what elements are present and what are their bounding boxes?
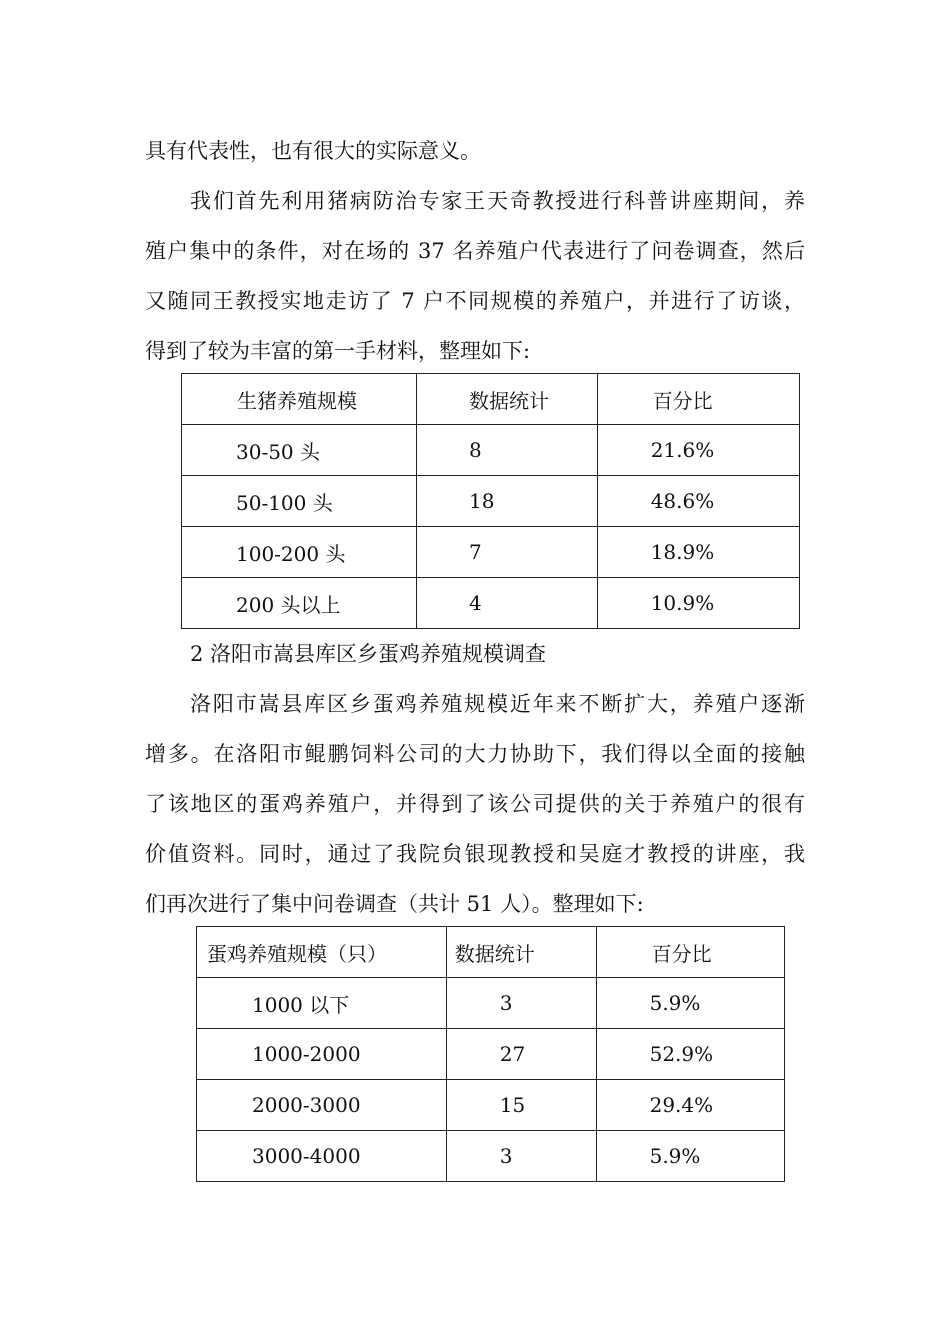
table-row <box>197 978 785 1029</box>
table-cell: 48.6% <box>597 476 799 527</box>
paragraph-line: 增多。在洛阳市鲲鹏饲料公司的大力协助下，我们得以全面的接触 <box>145 742 805 766</box>
hen-scale-table <box>196 926 785 1182</box>
table-cell: 8 <box>417 425 598 476</box>
table-cell: 50-100 头 <box>182 476 417 527</box>
table-header-cell: 百分比 <box>596 927 784 978</box>
table-cell: 4 <box>417 578 598 629</box>
paragraph-line: 洛阳市嵩县库区乡蛋鸡养殖规模近年来不断扩大，养殖户逐渐 <box>190 692 805 716</box>
table-row <box>182 476 800 527</box>
paragraph-line: 又随同王教授实地走访了 7 户不同规模的养殖户，并进行了访谈， <box>145 289 805 313</box>
table-header-row <box>197 927 785 978</box>
table-cell: 5.9% <box>596 1131 784 1182</box>
table-cell: 15 <box>446 1080 596 1131</box>
table-row <box>197 1131 785 1182</box>
table-cell: 200 头以上 <box>182 578 417 629</box>
table-row <box>197 1029 785 1080</box>
table-row <box>182 425 800 476</box>
table-header-cell: 数据统计 <box>446 927 596 978</box>
table-header-cell: 百分比 <box>597 374 799 425</box>
paragraph-line: 我们首先利用猪病防治专家王天奇教授进行科普讲座期间，养 <box>190 189 805 213</box>
section-heading: 2 洛阳市嵩县库区乡蛋鸡养殖规模调查 <box>190 642 547 666</box>
paragraph-line: 了该地区的蛋鸡养殖户，并得到了该公司提供的关于养殖户的很有 <box>145 792 805 816</box>
table-cell: 21.6% <box>597 425 799 476</box>
table-cell: 1000-2000 <box>197 1029 447 1080</box>
table-cell: 3 <box>446 1131 596 1182</box>
table-cell: 30-50 头 <box>182 425 417 476</box>
paragraph-line: 具有代表性，也有很大的实际意义。 <box>145 139 481 163</box>
table-header-cell: 数据统计 <box>417 374 598 425</box>
table-cell: 3000-4000 <box>197 1131 447 1182</box>
paragraph-line: 们再次进行了集中问卷调查（共计 51 人）。整理如下: <box>145 892 644 916</box>
table-header-row <box>182 374 800 425</box>
table-row <box>182 527 800 578</box>
table-row <box>182 578 800 629</box>
paragraph-line: 得到了较为丰富的第一手材料，整理如下: <box>145 339 531 363</box>
table-cell: 27 <box>446 1029 596 1080</box>
table-cell: 18.9% <box>597 527 799 578</box>
table-header-cell: 生猪养殖规模 <box>182 374 417 425</box>
table-cell: 18 <box>417 476 598 527</box>
table-cell: 5.9% <box>596 978 784 1029</box>
table-cell: 29.4% <box>596 1080 784 1131</box>
pig-scale-table <box>181 373 800 629</box>
table-cell: 10.9% <box>597 578 799 629</box>
table-header-cell: 蛋鸡养殖规模（只） <box>197 927 447 978</box>
table-cell: 7 <box>417 527 598 578</box>
table-cell: 2000-3000 <box>197 1080 447 1131</box>
table-cell: 1000 以下 <box>197 978 447 1029</box>
table-cell: 100-200 头 <box>182 527 417 578</box>
table-cell: 52.9% <box>596 1029 784 1080</box>
paragraph-line: 价值资料。同时，通过了我院贠银现教授和吴庭才教授的讲座，我 <box>145 842 805 866</box>
paragraph-line: 殖户集中的条件，对在场的 37 名养殖户代表进行了问卷调查，然后 <box>145 239 805 263</box>
table-cell: 3 <box>446 978 596 1029</box>
table-row <box>197 1080 785 1131</box>
